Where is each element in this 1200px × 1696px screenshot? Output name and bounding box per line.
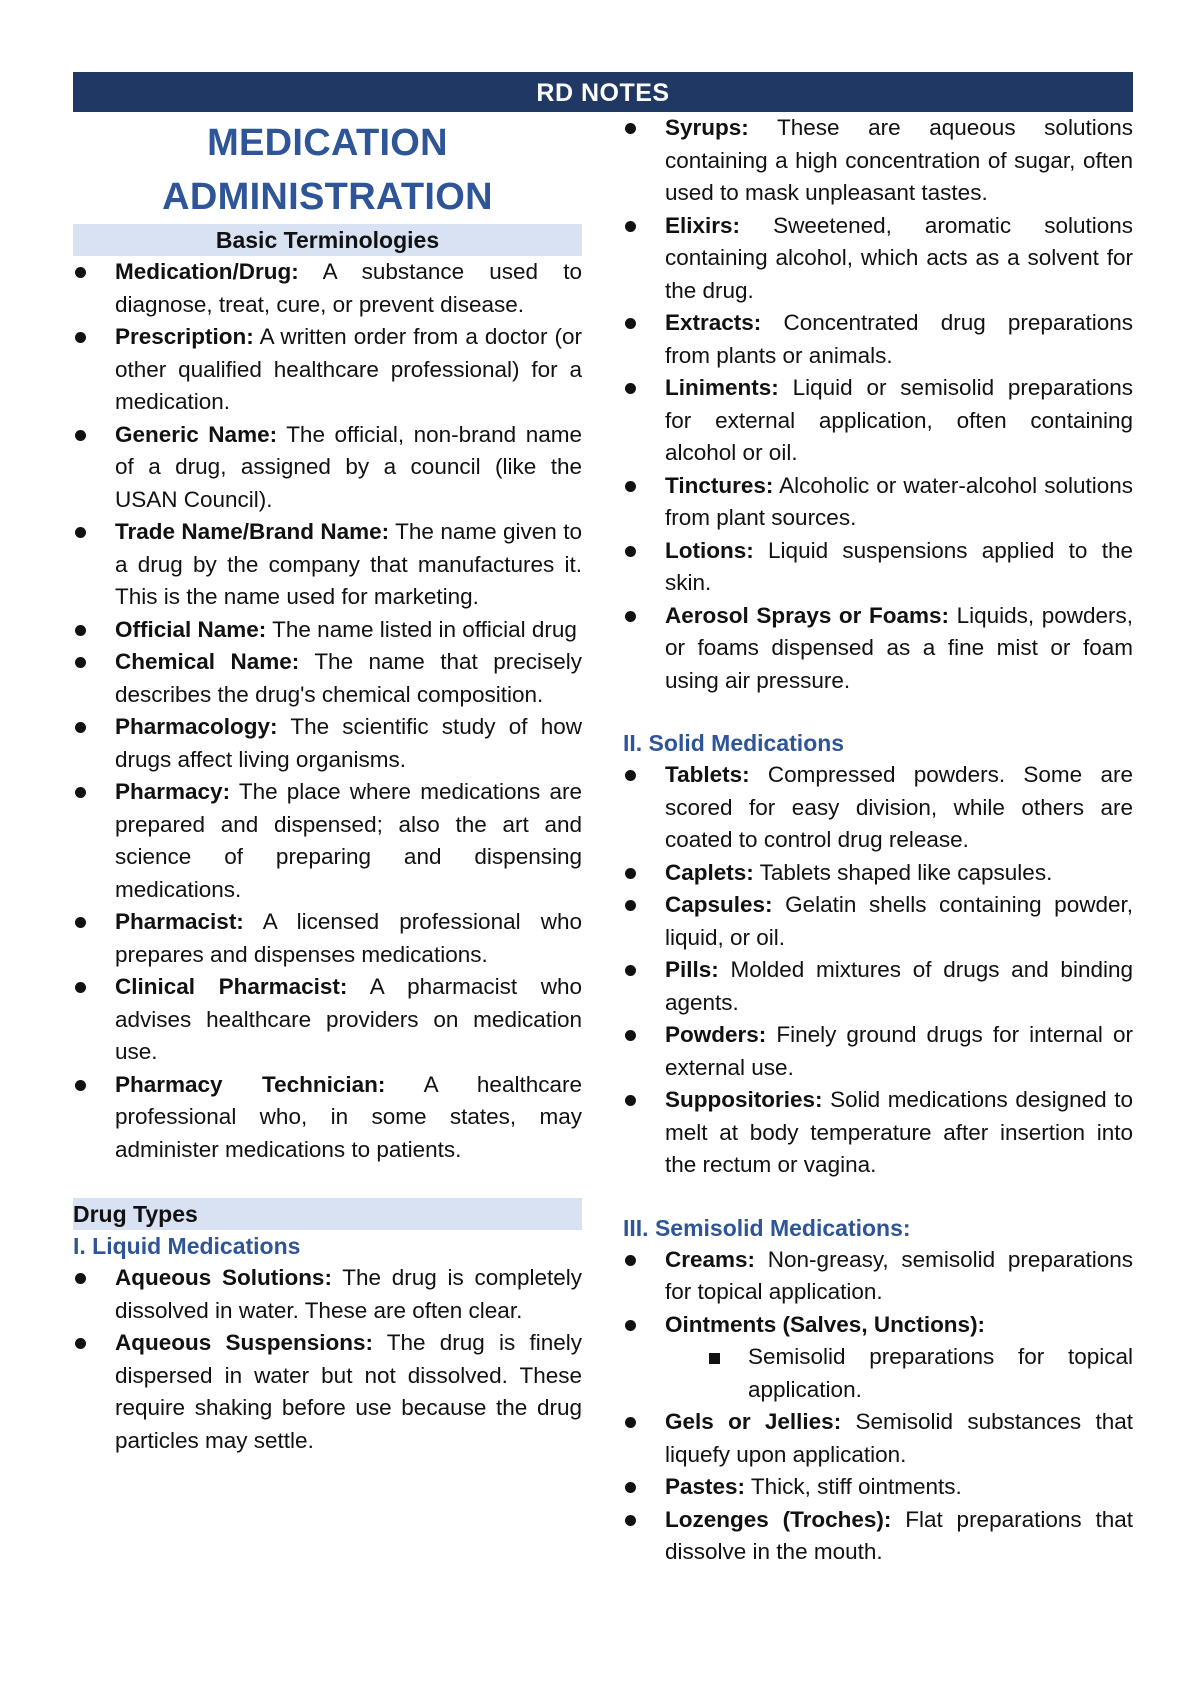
term-label: Tinctures: xyxy=(665,472,774,498)
term-label: Liniments: xyxy=(665,375,779,400)
list-item xyxy=(623,112,1133,210)
term-label: Aqueous Suspensions: xyxy=(115,1330,373,1355)
term-label: Generic Name: xyxy=(115,421,278,447)
term-label: Lotions: xyxy=(665,537,754,563)
list-item xyxy=(73,971,582,1069)
term-definition: The place where medications are prepared and dispensed; also the art and science of preparing and dispensing medications. xyxy=(115,779,582,902)
term-definition: The name given to a drug by the company that manufactures it. This is the name used for marketing. xyxy=(115,519,582,609)
solid-medications-list xyxy=(623,759,1133,1182)
list-item xyxy=(623,1406,1133,1471)
term-definition: The official, non-brand name of a drug, assigned by a council (like the USAN Council). xyxy=(115,421,582,512)
list-item xyxy=(73,321,582,419)
list-item xyxy=(73,906,582,971)
term-definition: Solid medications designed to melt at body temperature after insertion into the rectum or vagina. xyxy=(665,1087,1133,1177)
liquid-medications-heading: I. Liquid Medications xyxy=(73,1233,301,1259)
title-line-2: ADMINISTRATION xyxy=(162,176,493,218)
document-page xyxy=(73,72,1133,1569)
solid-medications-heading: II. Solid Medications xyxy=(623,730,845,756)
list-item xyxy=(73,1327,582,1457)
term-definition: Compressed powders. Some are scored for easy division, while others are coated to control drug release. xyxy=(665,762,1133,852)
term-label: Suppositories: xyxy=(665,1087,823,1112)
term-definition: Gelatin shells containing powder, liquid, or oil. xyxy=(665,892,1133,950)
list-item xyxy=(623,600,1133,698)
term-label: Tablets: xyxy=(665,762,750,787)
term-definition: A written order from a doctor (or other qualified healthcare professional) for a medication. xyxy=(115,324,582,414)
term-definition: Molded mixtures of drugs and binding agents. xyxy=(665,957,1133,1015)
list-item xyxy=(623,1244,1133,1309)
list-item xyxy=(623,307,1133,372)
list-item xyxy=(73,614,582,647)
term-label: Medication/Drug: xyxy=(115,259,299,284)
list-item xyxy=(73,419,582,517)
list-item xyxy=(73,776,582,906)
term-definition: Liquid or semisolid preparations for external application, often containing alcohol or oil. xyxy=(665,375,1133,465)
term-definition: The drug is finely dispersed in water but not dissolved. These require shaking before use because the drug particles may settle. xyxy=(115,1330,582,1453)
list-item xyxy=(73,646,582,711)
term-label: Pharmacy: xyxy=(115,779,231,804)
term-definition: Liquid suspensions applied to the skin. xyxy=(665,537,1133,595)
list-item xyxy=(73,516,582,614)
term-definition: A substance used to diagnose, treat, cure, or prevent disease. xyxy=(115,259,582,317)
sub-list-item xyxy=(623,1341,1133,1406)
term-definition: Semisolid preparations for topical application. xyxy=(748,1344,1133,1402)
term-definition: Semisolid substances that liquefy upon application. xyxy=(665,1409,1133,1467)
term-definition: Tablets shaped like capsules. xyxy=(759,859,1053,885)
term-label: Elixirs: xyxy=(665,212,741,238)
term-label: Pills: xyxy=(665,957,719,982)
term-label: Clinical Pharmacist: xyxy=(115,974,348,999)
list-item xyxy=(623,889,1133,954)
term-definition: The name that precisely describes the drug's chemical composition. xyxy=(115,649,582,707)
list-item xyxy=(623,1019,1133,1084)
term-label: Pastes: xyxy=(665,1474,746,1499)
semisolid-medications-list xyxy=(623,1244,1133,1569)
term-definition: Alcoholic or water-alcohol solutions from plant sources. xyxy=(665,472,1133,530)
list-item xyxy=(623,470,1133,535)
term-label: Pharmacist: xyxy=(115,909,244,934)
two-column-body xyxy=(73,112,1133,1569)
spacer xyxy=(623,697,1133,727)
term-label: Lozenges (Troches): xyxy=(665,1506,892,1532)
term-label: Prescription: xyxy=(115,324,254,349)
list-item xyxy=(623,857,1133,890)
semisolid-medications-heading: III. Semisolid Medications: xyxy=(623,1214,911,1241)
term-definition: Non-greasy, semisolid preparations for topical application. xyxy=(665,1246,1133,1304)
term-definition: A licensed professional who prepares and dispenses medications. xyxy=(115,909,582,967)
term-label: Creams: xyxy=(665,1246,756,1272)
term-label: Caplets: xyxy=(665,859,754,885)
list-item xyxy=(73,1069,582,1167)
title-line-1: MEDICATION xyxy=(207,122,448,164)
liquid-medications-list-continued xyxy=(623,112,1133,697)
term-label: Capsules: xyxy=(665,892,773,917)
document-title xyxy=(73,116,582,224)
term-label: Powders: xyxy=(665,1022,767,1047)
list-item xyxy=(623,1471,1133,1504)
term-label: Pharmacology: xyxy=(115,714,278,739)
spacer xyxy=(73,1166,582,1198)
drug-types-heading: Drug Types xyxy=(73,1198,582,1230)
terminology-heading: Basic Terminologies xyxy=(73,224,582,256)
terminology-list xyxy=(73,256,582,1166)
list-item xyxy=(623,535,1133,600)
list-item xyxy=(623,1084,1133,1182)
term-label: Trade Name/Brand Name: xyxy=(115,519,390,544)
term-definition: Liquids, powders, or foams dispensed as a fine mist or foam using air pressure. xyxy=(665,602,1133,693)
term-label: Chemical Name: xyxy=(115,649,300,674)
spacer xyxy=(623,1182,1133,1212)
term-definition: The scientific study of how drugs affect living organisms. xyxy=(115,714,582,772)
term-definition: The name listed in official drug xyxy=(272,616,577,642)
list-item xyxy=(623,759,1133,857)
liquid-medications-list xyxy=(73,1262,582,1457)
term-label: Pharmacy Technician: xyxy=(115,1071,386,1097)
list-item xyxy=(623,372,1133,470)
term-definition: These are aqueous solutions containing a high concentration of sugar, often used to mask unpleasant tastes. xyxy=(665,115,1133,205)
term-definition: Sweetened, aromatic solutions containing alcohol, which acts as a solvent for the drug. xyxy=(665,212,1133,303)
header-bar: RD NOTES xyxy=(73,72,1133,112)
term-label: Aqueous Solutions: xyxy=(115,1265,332,1290)
term-label: Official Name: xyxy=(115,616,267,642)
term-label: Aerosol Sprays or Foams: xyxy=(665,602,950,628)
term-definition: Thick, stiff ointments. xyxy=(750,1474,962,1499)
list-item xyxy=(73,711,582,776)
list-item xyxy=(623,1504,1133,1569)
list-item xyxy=(623,210,1133,308)
term-label: Gels or Jellies: xyxy=(665,1409,842,1434)
list-item xyxy=(73,1262,582,1327)
term-label: Extracts: xyxy=(665,310,762,335)
term-label: Syrups: xyxy=(665,115,749,140)
left-column xyxy=(73,112,582,1569)
term-definition: Concentrated drug preparations from plants or animals. xyxy=(665,310,1133,368)
list-item xyxy=(73,256,582,321)
term-label: Ointments (Salves, Unctions): xyxy=(665,1311,986,1337)
term-definition: The drug is completely dissolved in water. These are often clear. xyxy=(115,1265,582,1323)
term-definition: Finely ground drugs for internal or external use. xyxy=(665,1022,1133,1080)
right-column xyxy=(623,112,1133,1569)
list-item xyxy=(623,1309,1133,1342)
list-item xyxy=(623,954,1133,1019)
term-definition: A pharmacist who advises healthcare providers on medication use. xyxy=(115,974,582,1064)
term-definition: Flat preparations that dissolve in the mouth. xyxy=(665,1506,1133,1564)
term-definition: A healthcare professional who, in some states, may administer medications to patients. xyxy=(115,1071,582,1162)
